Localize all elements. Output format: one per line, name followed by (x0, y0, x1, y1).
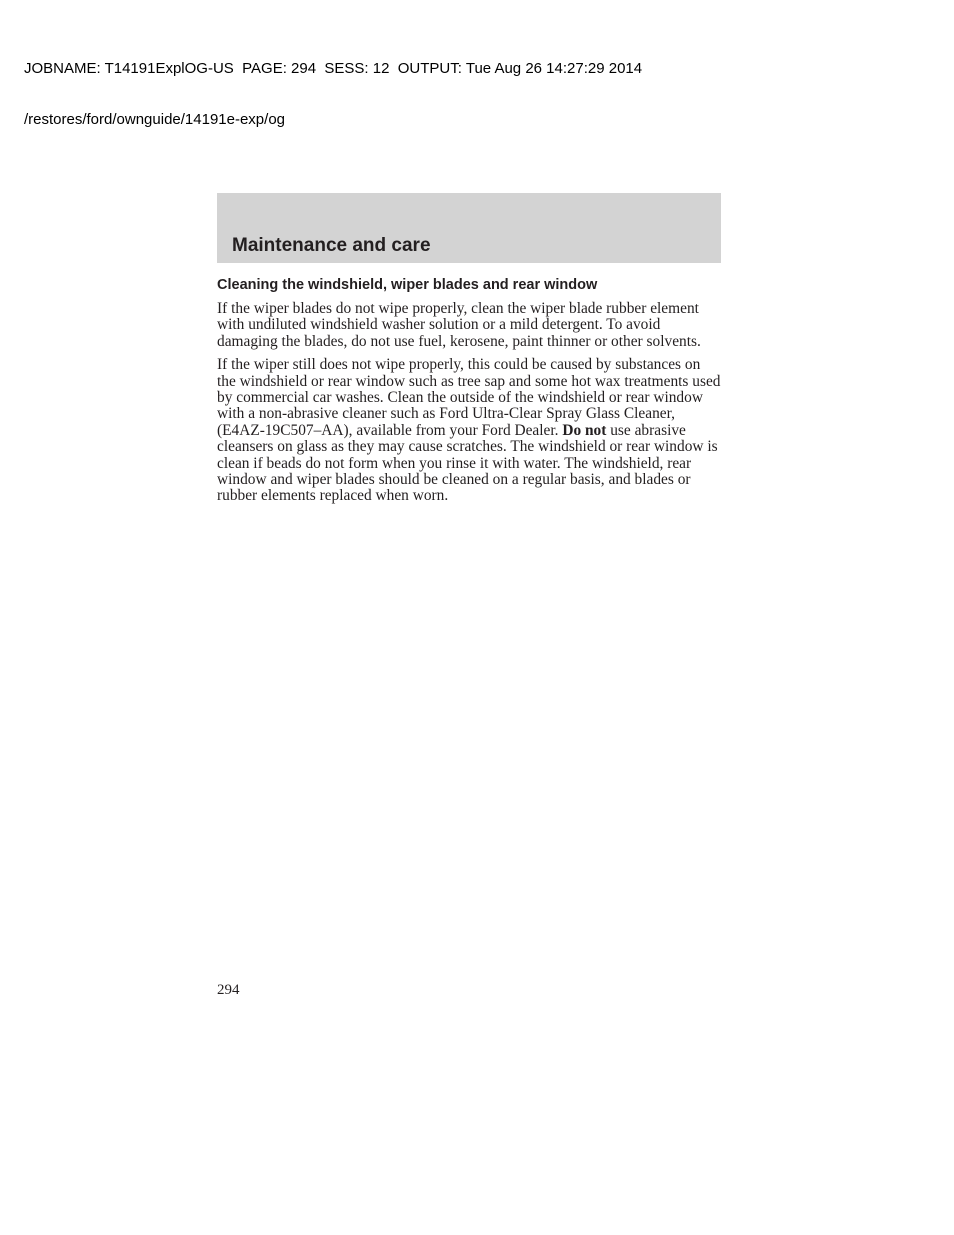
section-header-band (217, 193, 721, 263)
paragraph-2-emphasis: Do not (562, 421, 607, 439)
paragraph-1: If the wiper blades do not wipe properly, clean the wiper blade rubber element with undiluted windshield washer solution or a mild detergent. To avoid damaging the blades, do not use fuel, kerosene, paint thinner or other solvents. (217, 300, 701, 350)
paragraph-2-text-end: use abrasive cleansers on glass as they may cause scratches. The windshield or rear window is clean if beads do not form when you rinse it with water. The windshield, rear window and wiper blades should be cleaned on a regular basis, and blades or rubber elements replaced when worn. (217, 421, 718, 505)
job-header-line-1: JOBNAME: T14191ExplOG-US PAGE: 294 SESS: 12 OUTPUT: Tue Aug 26 14:27:29 2014 (24, 60, 643, 77)
article-body (217, 276, 721, 512)
page-number: 294 (217, 982, 240, 998)
paragraph-2-text-start: If the wiper still does not wipe properly, this could be caused by substances on the windshield or rear window such as tree sap and some hot wax treatments used by commercial car washes. Clean the outside of the windshield or rear window with a non-abrasive cleaner such as Ford Ultra-Clear Spray Glass Cleaner, (E4AZ-19C507–AA), available from your Ford Dealer. (217, 356, 721, 439)
job-header (24, 26, 642, 145)
section-title: Maintenance and care (232, 235, 431, 256)
job-header-line-2: /restores/ford/ownguide/14191e-exp/og (24, 111, 286, 128)
article-heading: Cleaning the windshield, wiper blades and rear window (217, 277, 598, 293)
paragraph-2 (217, 357, 721, 505)
